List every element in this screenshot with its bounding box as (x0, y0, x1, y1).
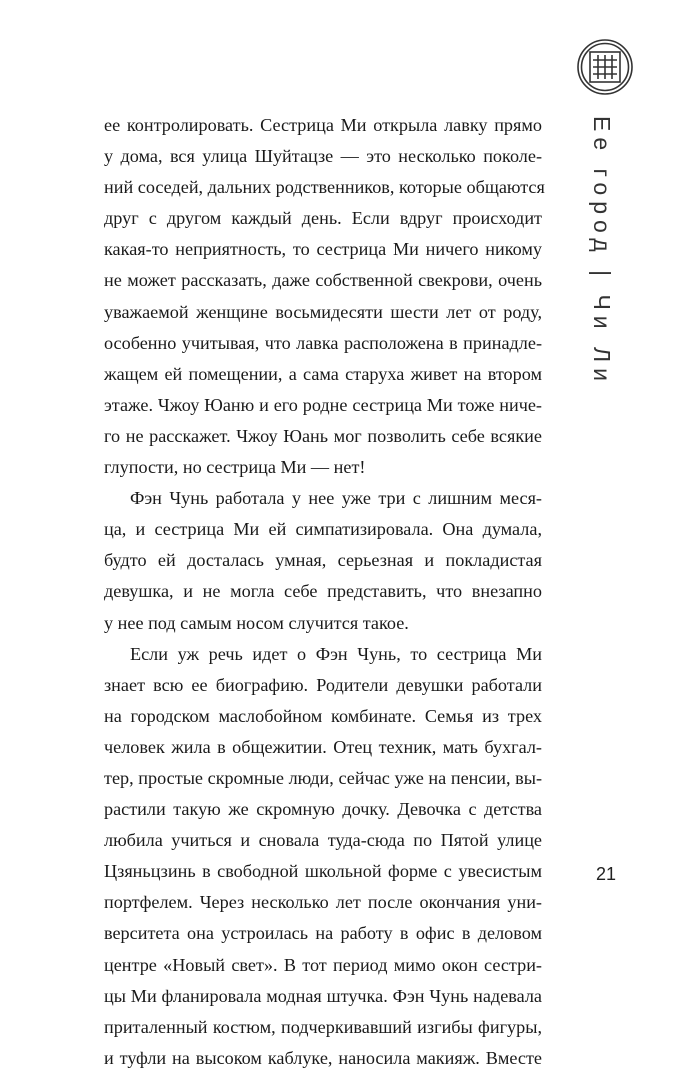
text-line: ее контролировать. Сестрица Ми открыла лавку прямо (104, 115, 542, 135)
text-line: цы Ми фланировала модная штучка. Фэн Чунь надевала (104, 985, 542, 1006)
text-line: на городском маслобойном комбинате. Семья из трех (104, 705, 542, 726)
text-line: уважаемой женщине восьмидесяти шести лет от роду, (104, 301, 542, 322)
text-line: знает всю ее биографию. Родители девушки работали (104, 674, 542, 695)
text-line: го не расскажет. Чжоу Юань мог позволить себе всякие (104, 425, 542, 446)
text-line: человек жила в общежитии. Отец техник, мать бухгал- (104, 736, 542, 757)
text-line: верситета она устроилась на работу в офис в деловом (104, 923, 542, 944)
text-line: будто ей досталась умная, серьезная и покладистая (104, 550, 542, 571)
text-line: Цзяньцзинь в свободной школьной форме с увесистым (104, 861, 542, 882)
text-line: растили такую же скромную дочку. Девочка с детства (104, 799, 542, 820)
text-line: друг с другом каждый день. Если вдруг происходит (104, 208, 542, 229)
text-line: портфелем. Через несколько лет после окончания уни- (104, 892, 542, 913)
text-line: девушка, и не могла себе представить, что внезапно (104, 581, 542, 602)
text-line: приталенный костюм, подчеркивавший изгибы фигуры, (104, 1016, 542, 1037)
body-text (104, 110, 545, 1074)
text-line: тер, простые скромные люди, сейчас уже на пенсии, вы- (104, 767, 542, 788)
knot-ornament-icon (576, 38, 634, 96)
text-line: ца, и сестрица Ми ей симпатизировала. Она думала, (104, 519, 542, 540)
text-line: любила учиться и сновала туда-сюда по Пятой улице (104, 830, 542, 851)
paragraph (104, 110, 545, 483)
text-line: Если уж речь идет о Фэн Чунь, то сестрица Ми (130, 643, 542, 664)
text-line: какая-то неприятность, то сестрица Ми ничего никому (104, 239, 542, 260)
text-line: центре «Новый свет». В тот период мимо окон сестри- (104, 954, 542, 975)
text-line: Фэн Чунь работала у нее уже три с лишним меся- (130, 488, 542, 509)
text-line: у дома, вся улица Шуйтацзе — это несколько поколе- (104, 146, 542, 167)
text-line: этаже. Чжоу Юаню и его родне сестрица Ми тоже ниче- (104, 394, 542, 415)
text-line: ний соседей, дальних родственников, которые общаются (104, 177, 545, 198)
paragraph (104, 483, 542, 638)
paragraph (104, 639, 542, 1074)
text-line: особенно учитывая, что лавка расположена в принадле- (104, 332, 542, 353)
text-line: и туфли на высоком каблуке, наносила макияж. Вместе (104, 1047, 542, 1068)
text-line: глупости, но сестрица Ми — нет! (104, 457, 366, 478)
running-head: Ее город | Чи Ли (589, 116, 615, 387)
text-line: жащем ей помещении, а сама старуха живет на втором (104, 363, 542, 384)
text-line: не может рассказать, даже собственной свекрови, очень (104, 270, 542, 291)
text-line: у нее под самым носом случится такое. (104, 612, 409, 633)
page-number: 21 (595, 864, 617, 884)
